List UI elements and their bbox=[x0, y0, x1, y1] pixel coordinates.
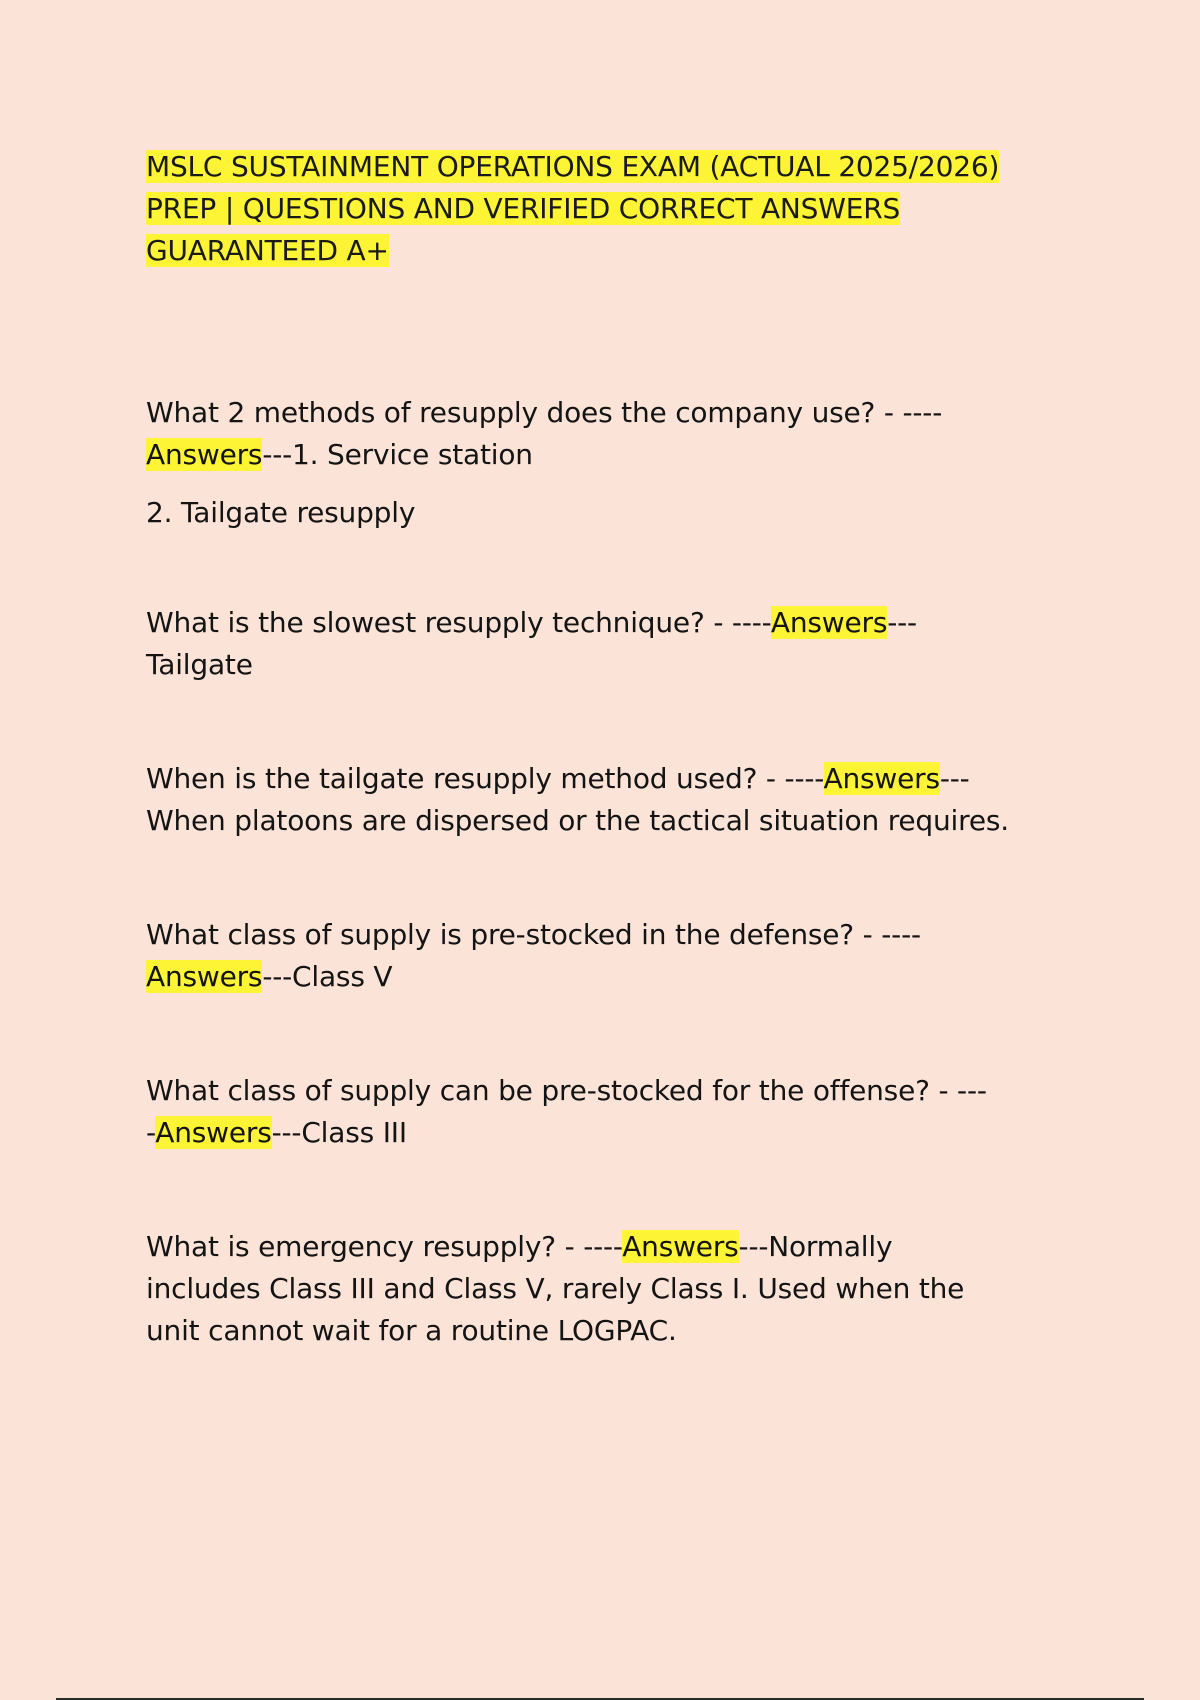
answer-prefix: - bbox=[146, 1116, 156, 1149]
qa-item bbox=[146, 1226, 1066, 1352]
qa-answer-line bbox=[146, 956, 1066, 998]
qa-answer-line: unit cannot wait for a routine LOGPAC. bbox=[146, 1314, 677, 1347]
question-text: What class of supply can be pre-stocked for the offense? - --- bbox=[146, 1074, 987, 1107]
question-text: What class of supply is pre-stocked in the defense? - ---- bbox=[146, 918, 921, 951]
qa-item bbox=[146, 392, 1066, 534]
qa-question-line bbox=[146, 602, 1066, 644]
answer-text: ---1. Service station bbox=[262, 438, 533, 471]
document-title bbox=[146, 146, 1066, 272]
answers-marker: Answers bbox=[146, 438, 263, 471]
qa-item bbox=[146, 758, 1066, 842]
question-text: What is emergency resupply? - ---- bbox=[146, 1230, 623, 1263]
qa-item bbox=[146, 914, 1066, 998]
answer-text: ---Class III bbox=[271, 1116, 407, 1149]
answer-text: --- bbox=[939, 762, 970, 795]
answer-text: --- bbox=[887, 606, 917, 639]
question-text: What 2 methods of resupply does the company use? - ---- bbox=[146, 396, 943, 429]
document-page bbox=[146, 146, 1066, 1352]
qa-answer-line bbox=[146, 1112, 1066, 1154]
answers-marker: Answers bbox=[770, 606, 888, 639]
answer-text: ---Normally bbox=[738, 1230, 893, 1263]
qa-item bbox=[146, 602, 1066, 686]
qa-answer-line: includes Class III and Class V, rarely Class I. Used when the bbox=[146, 1272, 965, 1305]
answers-marker: Answers bbox=[622, 1230, 739, 1263]
title-line-2: PREP | QUESTIONS AND VERIFIED CORRECT ANSWERS bbox=[146, 192, 901, 225]
qa-question-line bbox=[146, 758, 1066, 800]
title-line-1: MSLC SUSTAINMENT OPERATIONS EXAM (ACTUAL 2025/2026) bbox=[146, 150, 1000, 183]
qa-answer-extra: 2. Tailgate resupply bbox=[146, 496, 416, 529]
qa-answer-line: When platoons are dispersed or the tactical situation requires. bbox=[146, 804, 1009, 837]
answers-marker: Answers bbox=[155, 1116, 272, 1149]
question-text: When is the tailgate resupply method used? - ---- bbox=[146, 762, 824, 795]
answers-marker: Answers bbox=[146, 960, 263, 993]
qa-question-line bbox=[146, 392, 1066, 434]
answers-marker: Answers bbox=[823, 762, 940, 795]
qa-item bbox=[146, 1070, 1066, 1154]
qa-answer-line: Tailgate bbox=[146, 648, 253, 681]
question-text: What is the slowest resupply technique? - ---- bbox=[146, 606, 771, 639]
qa-question-line bbox=[146, 914, 1066, 956]
qa-answer-line bbox=[146, 434, 1066, 476]
answer-text: ---Class V bbox=[262, 960, 393, 993]
title-line-3: GUARANTEED A+ bbox=[146, 234, 389, 267]
qa-question-line bbox=[146, 1070, 1066, 1112]
qa-question-line bbox=[146, 1226, 1066, 1268]
